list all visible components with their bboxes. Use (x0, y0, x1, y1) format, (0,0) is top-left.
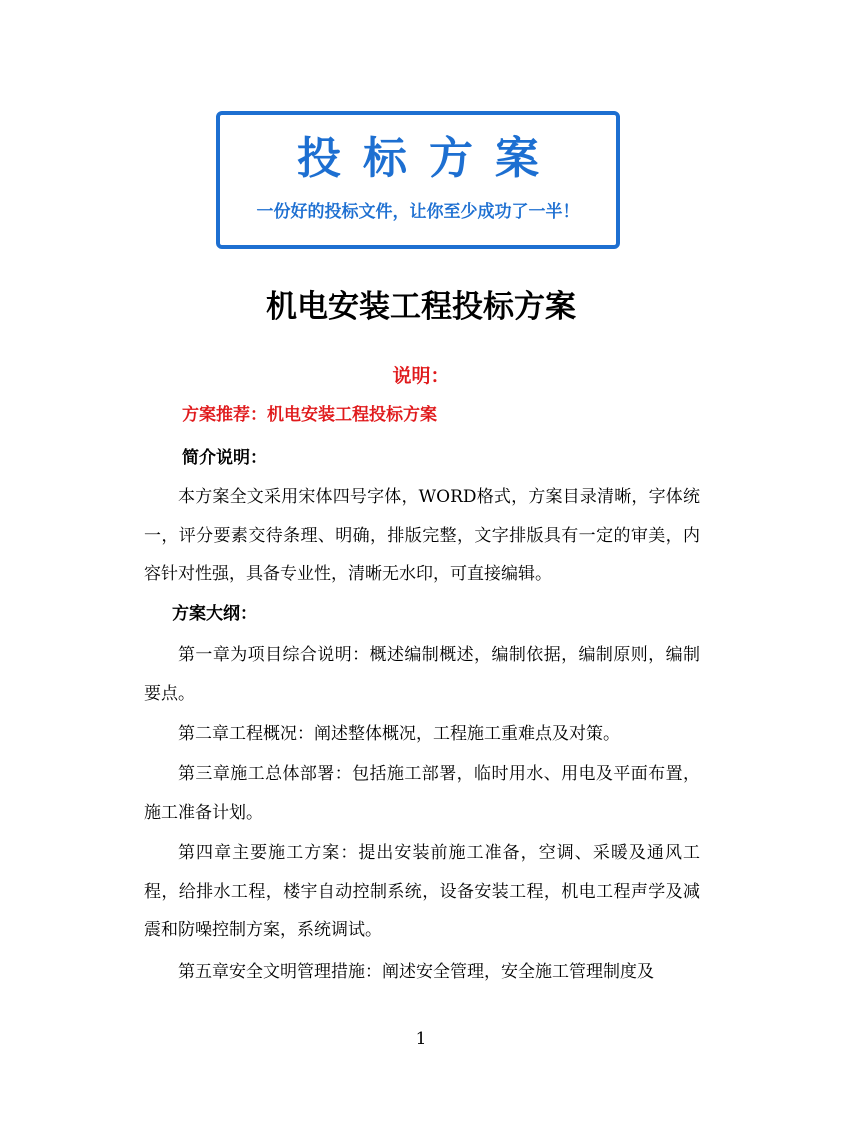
chapter-1-paragraph: 第一章为项目综合说明：概述编制概述，编制依据，编制原则，编制要点。 (144, 645, 700, 704)
chapter-4-paragraph: 第四章主要施工方案：提出安装前施工准备，空调、采暖及通风工程，给排水工程，楼宇自动控制系统，设备安装工程，机电工程声学及减震和防噪控制方案，系统调试。 (144, 843, 700, 940)
banner (216, 111, 620, 249)
document-title: 机电安装工程投标方案 (266, 289, 576, 325)
chapter-2-paragraph: 第二章工程概况：阐述整体概况，工程施工重难点及对策。 (178, 724, 620, 744)
chapter-3-paragraph: 第三章施工总体部署：包括施工部署，临时用水、用电及平面布置，施工准备计划。 (144, 764, 700, 823)
outline-label: 方案大纲： (172, 604, 257, 624)
intro-label: 简介说明： (182, 448, 267, 468)
recommendation-line: 方案推荐：机电安装工程投标方案 (182, 405, 437, 425)
page-number: 1 (415, 1029, 427, 1049)
note-heading: 说明： (392, 365, 450, 387)
banner-title: 投标方案 (297, 133, 561, 184)
chapter-5-paragraph: 第五章安全文明管理措施：阐述安全管理，安全施工管理制度及 (178, 962, 654, 982)
intro-paragraph: 本方案全文采用宋体四号字体，WORD格式，方案目录清晰，字体统一，评分要素交待条理、明确，排版完整，文字排版具有一定的审美，内容针对性强，具备专业性，清晰无水印，可直接编辑。 (144, 487, 700, 584)
banner-subtitle: 一份好的投标文件，让你至少成功了一半！ (256, 202, 580, 222)
